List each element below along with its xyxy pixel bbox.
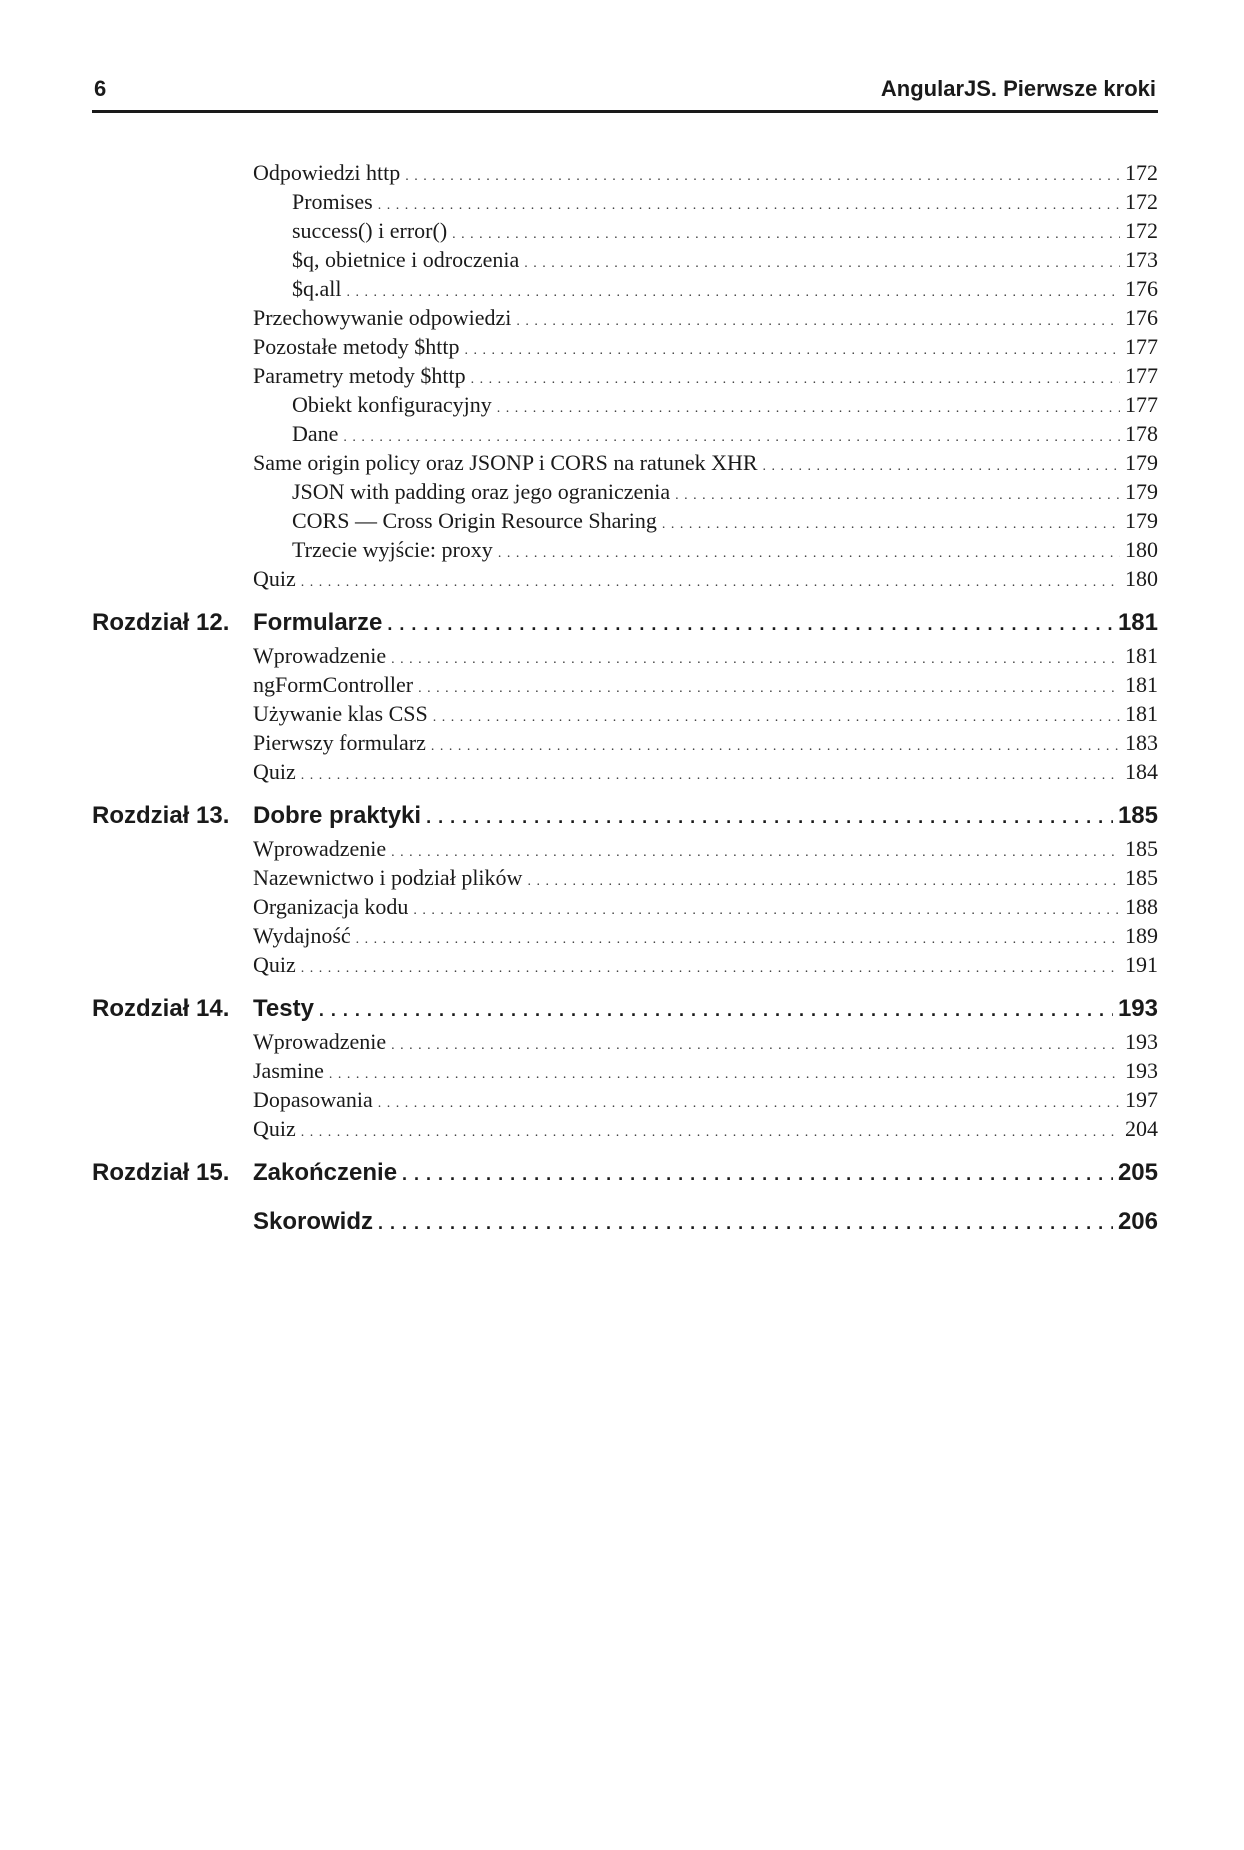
table-of-contents bbox=[92, 158, 1158, 1240]
toc-entry[interactable] bbox=[92, 863, 1158, 892]
toc-entry[interactable] bbox=[92, 535, 1158, 564]
toc-entry-page: 193 bbox=[1125, 1029, 1158, 1054]
toc-entry[interactable] bbox=[92, 892, 1158, 921]
toc-entry-page: 181 bbox=[1125, 701, 1158, 726]
running-header bbox=[92, 74, 1158, 113]
toc-entry-page: 184 bbox=[1125, 759, 1158, 784]
toc-entry[interactable] bbox=[92, 506, 1158, 535]
dot-leader bbox=[391, 1031, 1120, 1060]
chapter-page: 193 bbox=[1117, 995, 1158, 1022]
toc-entry[interactable] bbox=[92, 419, 1158, 448]
toc-entry-title: ngFormController bbox=[253, 672, 414, 697]
toc-entry-title: Wprowadzenie bbox=[253, 1029, 387, 1054]
toc-entry[interactable] bbox=[92, 1114, 1158, 1143]
toc-entry-page: 176 bbox=[1125, 305, 1158, 330]
dot-leader bbox=[675, 481, 1120, 510]
dot-leader bbox=[465, 336, 1120, 365]
toc-entry-page: 177 bbox=[1125, 392, 1158, 417]
toc-entry-title: $q.all bbox=[292, 276, 342, 301]
dot-leader bbox=[391, 645, 1120, 674]
toc-entry-page: 197 bbox=[1125, 1087, 1158, 1112]
toc-entry[interactable] bbox=[92, 1085, 1158, 1114]
toc-entry-title: Trzecie wyjście: proxy bbox=[292, 537, 493, 562]
index-title: Skorowidz bbox=[253, 1208, 374, 1235]
dot-leader bbox=[763, 452, 1120, 481]
chapter-page: 181 bbox=[1117, 609, 1158, 636]
toc-entry[interactable] bbox=[92, 670, 1158, 699]
chapter-label: Rozdział 13. bbox=[92, 802, 230, 829]
toc-entry[interactable] bbox=[92, 187, 1158, 216]
toc-entry[interactable] bbox=[92, 641, 1158, 670]
toc-entry-title: Wydajność bbox=[253, 923, 351, 948]
toc-entry-page: 193 bbox=[1125, 1058, 1158, 1083]
dot-leader bbox=[516, 307, 1120, 336]
index-heading[interactable] bbox=[92, 1204, 1158, 1240]
dot-leader bbox=[452, 220, 1120, 249]
toc-entry[interactable] bbox=[92, 728, 1158, 757]
dot-leader bbox=[301, 954, 1120, 983]
dot-leader bbox=[301, 568, 1120, 597]
toc-entry[interactable] bbox=[92, 1027, 1158, 1056]
toc-entry-title: Quiz bbox=[253, 759, 296, 784]
toc-entry[interactable] bbox=[92, 757, 1158, 786]
toc-entry-title: Same origin policy oraz JSONP i CORS na ratunek XHR bbox=[253, 450, 758, 475]
toc-entry-title: Parametry metody $http bbox=[253, 363, 466, 388]
toc-entry-page: 185 bbox=[1125, 865, 1158, 890]
dot-leader bbox=[387, 606, 1113, 642]
toc-entry-page: 172 bbox=[1125, 160, 1158, 185]
toc-entry-page: 191 bbox=[1125, 952, 1158, 977]
dot-leader bbox=[433, 703, 1120, 732]
toc-entry-page: 180 bbox=[1125, 537, 1158, 562]
dot-leader bbox=[319, 992, 1113, 1028]
toc-entry[interactable] bbox=[92, 477, 1158, 506]
toc-entry-page: 188 bbox=[1125, 894, 1158, 919]
toc-entry-page: 173 bbox=[1125, 247, 1158, 272]
toc-entry[interactable] bbox=[92, 274, 1158, 303]
dot-leader bbox=[301, 1118, 1120, 1147]
toc-entry[interactable] bbox=[92, 158, 1158, 187]
toc-entry-page: 183 bbox=[1125, 730, 1158, 755]
book-title: AngularJS. Pierwsze kroki bbox=[880, 76, 1156, 101]
toc-entry[interactable] bbox=[92, 564, 1158, 593]
index-page: 206 bbox=[1117, 1208, 1158, 1235]
chapter-heading[interactable] bbox=[92, 798, 1158, 834]
chapter-page: 205 bbox=[1117, 1159, 1158, 1186]
chapter-block bbox=[92, 605, 1158, 786]
toc-entry[interactable] bbox=[92, 950, 1158, 979]
chapter-block bbox=[92, 991, 1158, 1143]
toc-entry-title: Pozostałe metody $http bbox=[253, 334, 460, 359]
toc-entry-page: 172 bbox=[1125, 189, 1158, 214]
toc-entry-title: Jasmine bbox=[253, 1058, 324, 1083]
dot-leader bbox=[431, 732, 1120, 761]
toc-entry-title: Organizacja kodu bbox=[253, 894, 409, 919]
toc-entry-title: Promises bbox=[292, 189, 373, 214]
toc-entry-page: 181 bbox=[1125, 672, 1158, 697]
dot-leader bbox=[497, 394, 1120, 423]
toc-entry-title: Przechowywanie odpowiedzi bbox=[253, 305, 512, 330]
toc-entry-page: 179 bbox=[1125, 508, 1158, 533]
toc-entry-title: Używanie klas CSS bbox=[253, 701, 428, 726]
toc-entry-title: CORS — Cross Origin Resource Sharing bbox=[292, 508, 657, 533]
toc-entry-page: 172 bbox=[1125, 218, 1158, 243]
toc-entry-page: 189 bbox=[1125, 923, 1158, 948]
toc-entry-title: Quiz bbox=[253, 1116, 296, 1141]
toc-entry-title: Wprowadzenie bbox=[253, 643, 387, 668]
toc-entry[interactable] bbox=[92, 245, 1158, 274]
dot-leader bbox=[662, 510, 1120, 539]
chapter-label: Rozdział 14. bbox=[92, 995, 230, 1022]
toc-entry-page: 177 bbox=[1125, 363, 1158, 388]
toc-entry-title: Quiz bbox=[253, 566, 296, 591]
toc-chapters bbox=[92, 605, 1158, 1191]
chapter-heading[interactable] bbox=[92, 1155, 1158, 1191]
toc-entry-page: 181 bbox=[1125, 643, 1158, 668]
chapter-title: Formularze bbox=[253, 609, 383, 636]
toc-entry-title: $q, obietnice i odroczenia bbox=[292, 247, 520, 272]
toc-entry-page: 180 bbox=[1125, 566, 1158, 591]
toc-entry-title: Nazewnictwo i podział plików bbox=[253, 865, 523, 890]
toc-entry-page: 178 bbox=[1125, 421, 1158, 446]
toc-entry-page: 179 bbox=[1125, 450, 1158, 475]
dot-leader bbox=[402, 1156, 1113, 1192]
dot-leader bbox=[498, 539, 1120, 568]
toc-entry-title: Wprowadzenie bbox=[253, 836, 387, 861]
chapter-page: 185 bbox=[1117, 802, 1158, 829]
toc-entry-title: JSON with padding oraz jego ograniczenia bbox=[292, 479, 671, 504]
chapter-block bbox=[92, 1155, 1158, 1191]
toc-entry-title: Pierwszy formularz bbox=[253, 730, 426, 755]
toc-entry[interactable] bbox=[92, 699, 1158, 728]
chapter-title: Zakończenie bbox=[253, 1159, 398, 1186]
dot-leader bbox=[356, 925, 1120, 954]
toc-entry[interactable] bbox=[92, 834, 1158, 863]
dot-leader bbox=[524, 249, 1120, 278]
dot-leader bbox=[405, 162, 1120, 191]
toc-entry-title: Dopasowania bbox=[253, 1087, 373, 1112]
dot-leader bbox=[527, 867, 1120, 896]
toc-entry[interactable] bbox=[92, 921, 1158, 950]
toc-entry-page: 177 bbox=[1125, 334, 1158, 359]
toc-entry-title: Odpowiedzi http bbox=[253, 160, 401, 185]
toc-entry-page: 176 bbox=[1125, 276, 1158, 301]
toc-entry-title: Dane bbox=[292, 421, 339, 446]
toc-entry-title: Obiekt konfiguracyjny bbox=[292, 392, 492, 417]
dot-leader bbox=[426, 799, 1113, 835]
toc-entry-title: Quiz bbox=[253, 952, 296, 977]
page-number: 6 bbox=[94, 76, 107, 101]
dot-leader bbox=[413, 896, 1120, 925]
dot-leader bbox=[378, 191, 1120, 220]
toc-entry[interactable] bbox=[92, 332, 1158, 361]
toc-entry-page: 185 bbox=[1125, 836, 1158, 861]
toc-entry-page: 179 bbox=[1125, 479, 1158, 504]
chapter-label: Rozdział 12. bbox=[92, 609, 230, 636]
dot-leader bbox=[329, 1060, 1120, 1089]
toc-continued-section bbox=[92, 158, 1158, 593]
chapter-block bbox=[92, 798, 1158, 979]
chapter-title: Testy bbox=[253, 995, 314, 1022]
chapter-title: Dobre praktyki bbox=[253, 802, 422, 829]
toc-entry[interactable] bbox=[92, 390, 1158, 419]
dot-leader bbox=[378, 1089, 1120, 1118]
dot-leader bbox=[301, 761, 1120, 790]
chapter-heading[interactable] bbox=[92, 991, 1158, 1027]
toc-entry[interactable] bbox=[92, 303, 1158, 332]
chapter-heading[interactable] bbox=[92, 605, 1158, 641]
toc-entry-title: success() i error() bbox=[292, 218, 448, 243]
toc-entry[interactable] bbox=[92, 216, 1158, 245]
chapter-label: Rozdział 15. bbox=[92, 1159, 230, 1186]
dot-leader bbox=[471, 365, 1120, 394]
toc-entry[interactable] bbox=[92, 361, 1158, 390]
dot-leader bbox=[418, 674, 1120, 703]
toc-entry[interactable] bbox=[92, 1056, 1158, 1085]
dot-leader bbox=[378, 1205, 1113, 1241]
toc-entry[interactable] bbox=[92, 448, 1158, 477]
toc-entry-page: 204 bbox=[1125, 1116, 1158, 1141]
